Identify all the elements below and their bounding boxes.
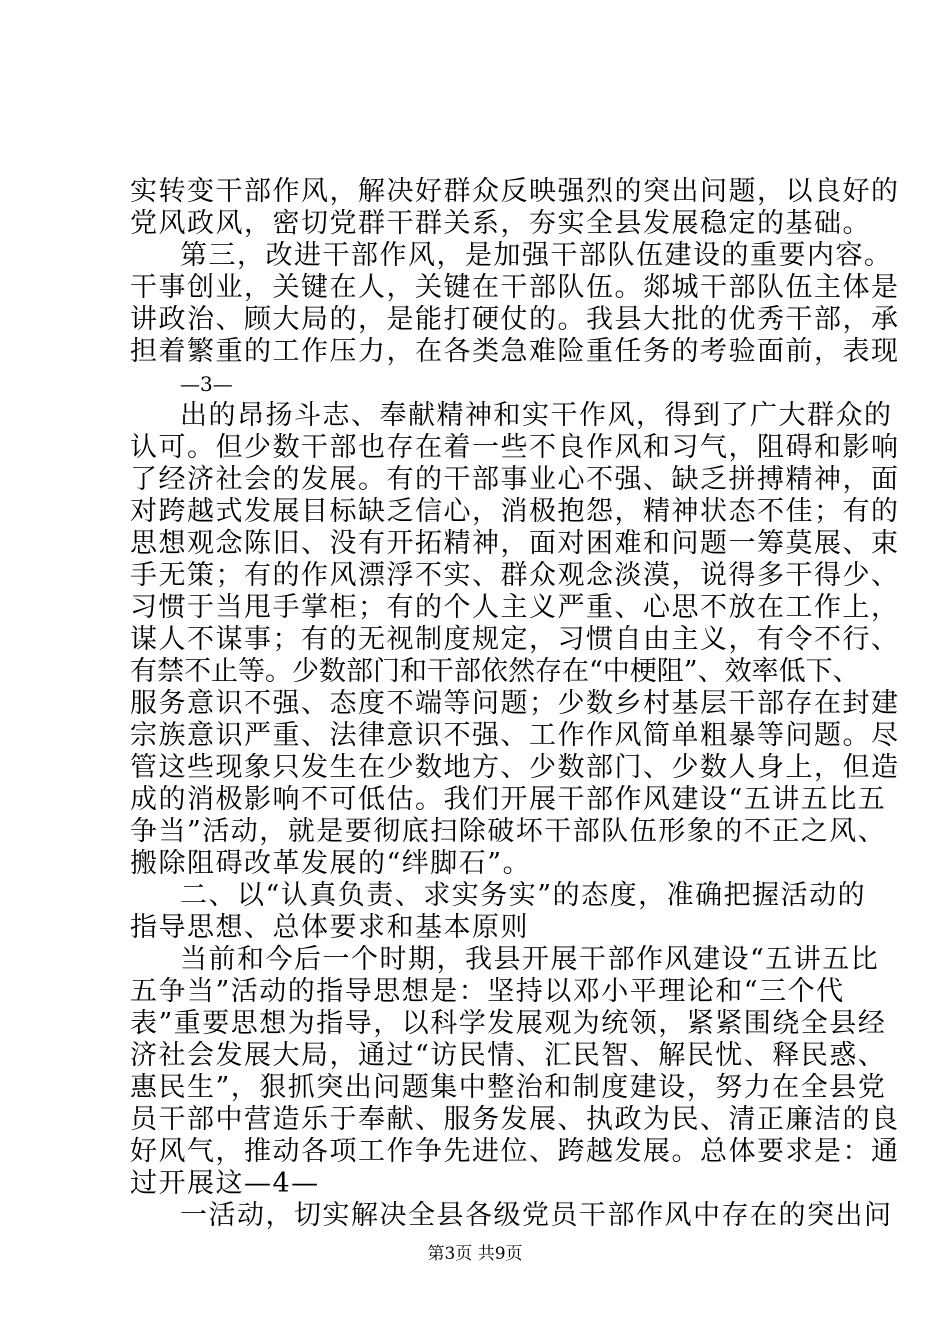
section-heading: 二、以“认真负责、求实务实”的态度，准确把握活动的 — [180, 880, 867, 911]
text-line: 惠民生”，狠抓突出问题集中整治和制度建设，努力在全县党 — [130, 1072, 887, 1103]
text-line: 五争当”活动的指导思想是：坚持以邓小平理论和“三个代 — [130, 976, 845, 1007]
text-line: 有禁不止等。少数部门和干部依然存在“中梗阻”、效率低下、 — [130, 656, 860, 687]
text-line: 好风气，推动各项工作争先进位、跨越发展。总体要求是：通 — [130, 1136, 900, 1167]
text-line: 讲政治、顾大局的，是能打硬仗的。我县大批的优秀干部，承 — [130, 304, 900, 335]
text-line: 出的昂扬斗志、奉献精神和实干作风，得到了广大群众的 — [180, 400, 893, 431]
text-line: 成的消极影响不可低估。我们开展干部作风建设“五讲五比五 — [130, 784, 887, 815]
text-line: 过开展这—4— — [130, 1168, 320, 1199]
text-line: 谋人不谋事；有的无视制度规定，习惯自由主义，有令不行、 — [130, 624, 900, 655]
text-line: 管这些现象只发生在少数地方、少数部门、少数人身上，但造 — [130, 752, 900, 783]
text-line: 争当”活动，就是要彻底扫除破坏干部队伍形象的不正之风、 — [130, 816, 887, 847]
text-line: 认可。但少数干部也存在着一些不良作风和习气，阻碍和影响 — [130, 432, 900, 463]
page-footer: 第3页 共9页 — [427, 1244, 523, 1264]
text-line: 搬除阻碍改革发展的“绊脚石”。 — [130, 848, 532, 879]
text-line: 宗族意识严重、法律意识不强、工作作风简单粗暴等问题。尽 — [130, 720, 900, 751]
text-line: 对跨越式发展目标缺乏信心，消极抱怨，精神状态不佳；有的 — [130, 496, 900, 527]
text-line: 思想观念陈旧、没有开拓精神，面对困难和问题一筹莫展、束 — [130, 528, 900, 559]
text-line: 表”重要思想为指导，以科学发展观为统领，紧紧围绕全县经 — [130, 1008, 887, 1039]
text-line: 干事创业，关键在人，关键在干部队伍。郯城干部队伍主体是 — [130, 272, 900, 303]
text-line: 济社会发展大局，通过“访民情、汇民智、解民忧、释民惑、 — [130, 1040, 887, 1071]
text-line: 服务意识不强、态度不端等问题；少数乡村基层干部存在封建 — [130, 688, 900, 719]
text-line: 手无策；有的作风漂浮不实、群众观念淡漠，说得多干得少、 — [130, 560, 900, 591]
text-line: 担着繁重的工作压力，在各类急难险重任务的考验面前，表现 — [130, 336, 900, 367]
text-line: 员干部中营造乐于奉献、服务发展、执政为民、清正廉洁的良 — [130, 1104, 900, 1135]
text-line: 习惯于当甩手掌柜；有的个人主义严重、心思不放在工作上， — [130, 592, 900, 623]
text-line: 第三，改进干部作风，是加强干部队伍建设的重要内容。 — [180, 240, 893, 271]
text-line: 当前和今后一个时期，我县开展干部作风建设“五讲五比 — [180, 944, 880, 975]
text-line: 一活动，切实解决全县各级党员干部作风中存在的突出问 — [180, 1200, 893, 1231]
text-line: 了经济社会的发展。有的干部事业心不强、缺乏拼搏精神，面 — [130, 464, 900, 495]
text-line: 党风政风，密切党群干群关系，夯实全县发展稳定的基础。 — [130, 208, 871, 239]
section-heading: 指导思想、总体要求和基本原则 — [130, 912, 529, 943]
text-line: 实转变干部作风，解决好群众反映强烈的突出问题，以良好的 — [130, 176, 900, 207]
page-number-mark: —3— — [180, 372, 233, 396]
